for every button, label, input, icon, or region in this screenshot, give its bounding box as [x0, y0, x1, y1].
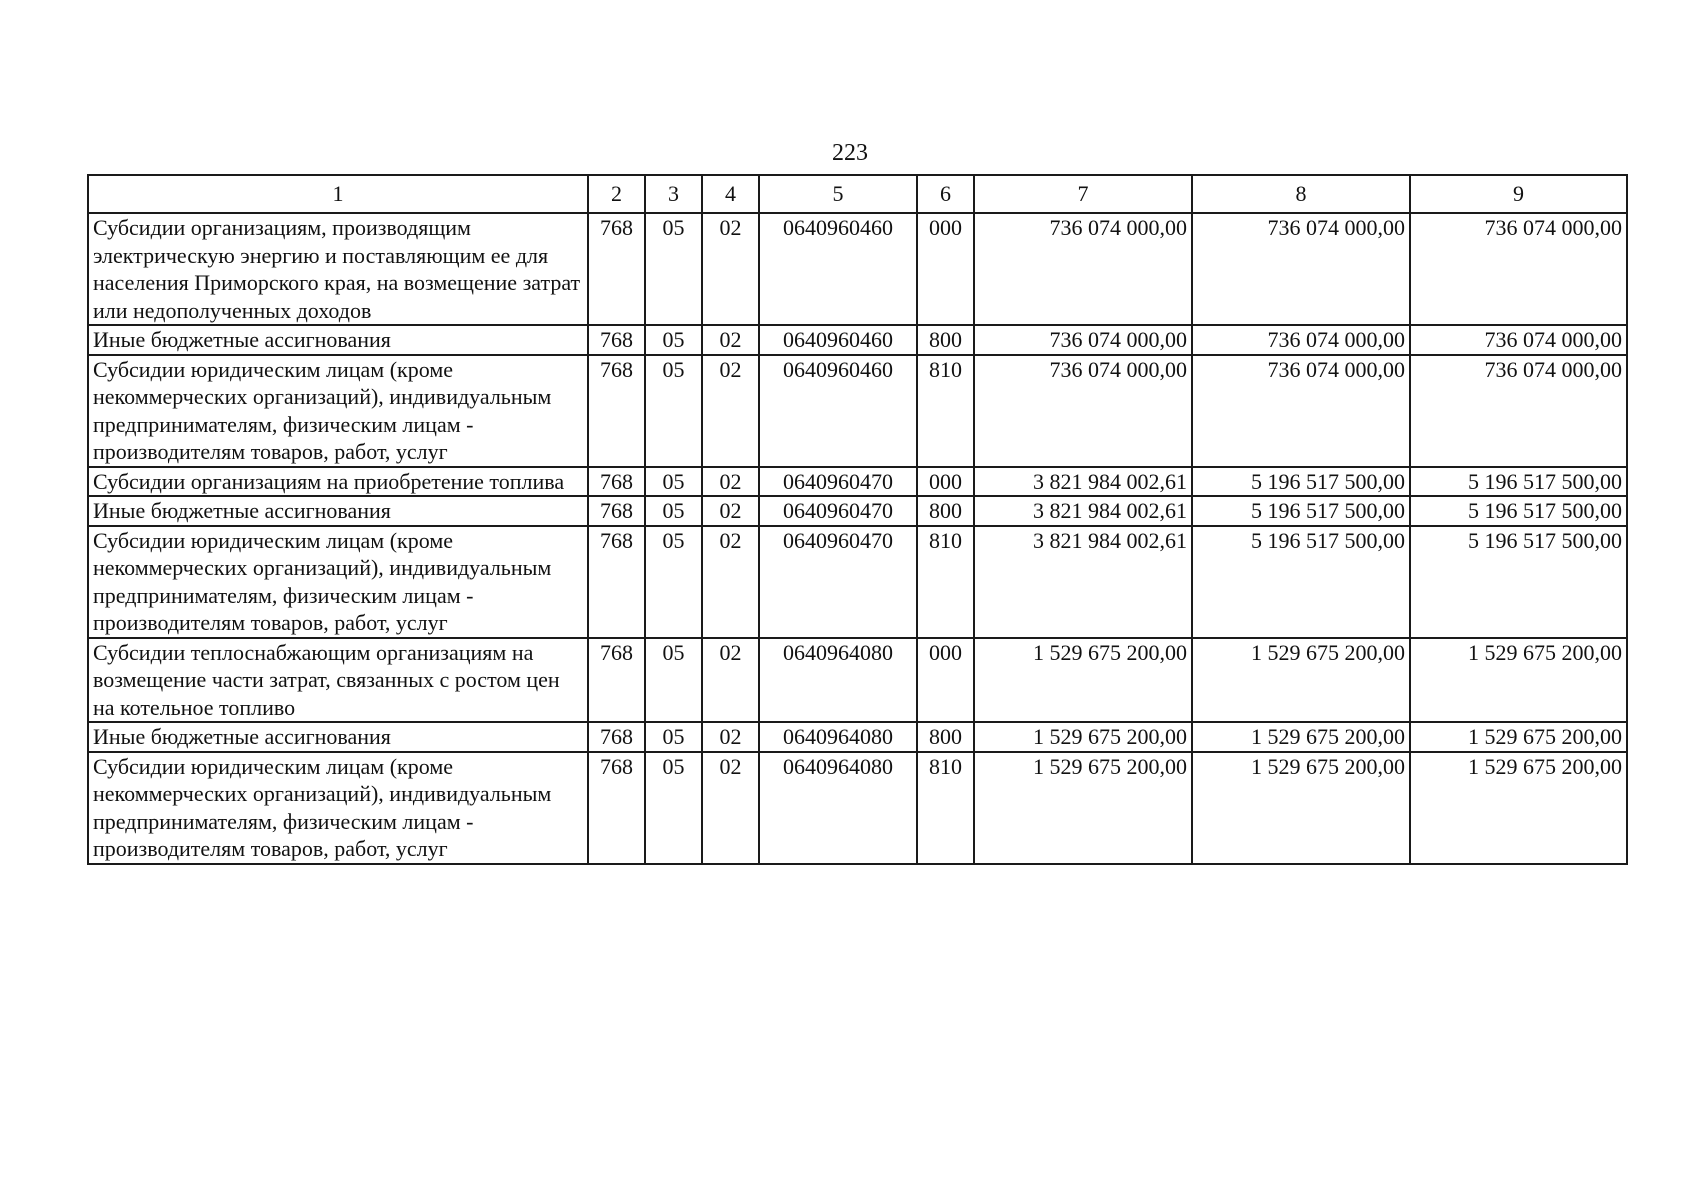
- row-name: Иные бюджетные ассигнования: [88, 722, 588, 752]
- code-3: 05: [645, 638, 702, 723]
- column-header-4: 4: [702, 175, 759, 213]
- code-3: 05: [645, 526, 702, 638]
- amount-7: 736 074 000,00: [974, 325, 1192, 355]
- code-5: 0640964080: [759, 638, 917, 723]
- code-6: 000: [917, 467, 974, 497]
- table-row: [88, 496, 1627, 526]
- code-6: 810: [917, 355, 974, 467]
- code-5: 0640960470: [759, 526, 917, 638]
- code-4: 02: [702, 496, 759, 526]
- amount-8: 5 196 517 500,00: [1192, 496, 1410, 526]
- column-header-2: 2: [588, 175, 645, 213]
- table-row: [88, 526, 1627, 638]
- row-name: Субсидии юридическим лицам (кроме некоммерческих организаций), индивидуальным предпринимателям, физическим лицам - производителям товаров, работ, услуг: [88, 526, 588, 638]
- code-2: 768: [588, 496, 645, 526]
- header-row: [88, 175, 1627, 213]
- code-4: 02: [702, 722, 759, 752]
- amount-8: 5 196 517 500,00: [1192, 467, 1410, 497]
- code-4: 02: [702, 325, 759, 355]
- amount-9: 5 196 517 500,00: [1410, 496, 1627, 526]
- table-row: [88, 722, 1627, 752]
- code-3: 05: [645, 213, 702, 325]
- amount-8: 736 074 000,00: [1192, 355, 1410, 467]
- amount-7: 736 074 000,00: [974, 355, 1192, 467]
- code-4: 02: [702, 213, 759, 325]
- code-3: 05: [645, 752, 702, 864]
- row-name: Субсидии юридическим лицам (кроме некоммерческих организаций), индивидуальным предпринимателям, физическим лицам - производителям товаров, работ, услуг: [88, 752, 588, 864]
- code-2: 768: [588, 467, 645, 497]
- code-2: 768: [588, 355, 645, 467]
- amount-7: 1 529 675 200,00: [974, 722, 1192, 752]
- code-2: 768: [588, 638, 645, 723]
- code-2: 768: [588, 722, 645, 752]
- row-name: Субсидии юридическим лицам (кроме некоммерческих организаций), индивидуальным предпринимателям, физическим лицам - производителям товаров, работ, услуг: [88, 355, 588, 467]
- row-name: Субсидии организациям на приобретение топлива: [88, 467, 588, 497]
- column-header-7: 7: [974, 175, 1192, 213]
- amount-8: 5 196 517 500,00: [1192, 526, 1410, 638]
- column-header-9: 9: [1410, 175, 1627, 213]
- code-4: 02: [702, 526, 759, 638]
- code-3: 05: [645, 722, 702, 752]
- table-row: [88, 325, 1627, 355]
- amount-7: 1 529 675 200,00: [974, 752, 1192, 864]
- column-header-6: 6: [917, 175, 974, 213]
- amount-7: 3 821 984 002,61: [974, 467, 1192, 497]
- row-name: Субсидии организациям, производящим электрическую энергию и поставляющим ее для населения Приморского края, на возмещение затрат или недополученных доходов: [88, 213, 588, 325]
- code-2: 768: [588, 526, 645, 638]
- amount-9: 736 074 000,00: [1410, 355, 1627, 467]
- amount-8: 1 529 675 200,00: [1192, 638, 1410, 723]
- amount-8: 1 529 675 200,00: [1192, 752, 1410, 864]
- page-number: 223: [832, 140, 868, 166]
- code-5: 0640960470: [759, 467, 917, 497]
- code-6: 000: [917, 213, 974, 325]
- amount-8: 736 074 000,00: [1192, 325, 1410, 355]
- row-name: Иные бюджетные ассигнования: [88, 325, 588, 355]
- amount-7: 736 074 000,00: [974, 213, 1192, 325]
- table-row: [88, 638, 1627, 723]
- budget-table: [87, 174, 1628, 865]
- amount-9: 1 529 675 200,00: [1410, 722, 1627, 752]
- code-5: 0640960460: [759, 213, 917, 325]
- amount-7: 3 821 984 002,61: [974, 496, 1192, 526]
- amount-9: 5 196 517 500,00: [1410, 526, 1627, 638]
- amount-9: 1 529 675 200,00: [1410, 638, 1627, 723]
- code-5: 0640964080: [759, 752, 917, 864]
- code-3: 05: [645, 355, 702, 467]
- code-5: 0640960470: [759, 496, 917, 526]
- amount-9: 5 196 517 500,00: [1410, 467, 1627, 497]
- code-6: 000: [917, 638, 974, 723]
- amount-8: 736 074 000,00: [1192, 213, 1410, 325]
- code-5: 0640960460: [759, 355, 917, 467]
- column-header-8: 8: [1192, 175, 1410, 213]
- table-row: [88, 467, 1627, 497]
- code-3: 05: [645, 467, 702, 497]
- code-6: 800: [917, 325, 974, 355]
- amount-9: 736 074 000,00: [1410, 325, 1627, 355]
- row-name: Иные бюджетные ассигнования: [88, 496, 588, 526]
- code-4: 02: [702, 752, 759, 864]
- code-2: 768: [588, 213, 645, 325]
- table-row: [88, 355, 1627, 467]
- code-6: 810: [917, 752, 974, 864]
- code-4: 02: [702, 638, 759, 723]
- table-row: [88, 752, 1627, 864]
- column-header-1: 1: [88, 175, 588, 213]
- code-6: 800: [917, 496, 974, 526]
- amount-9: 736 074 000,00: [1410, 213, 1627, 325]
- column-header-3: 3: [645, 175, 702, 213]
- code-6: 800: [917, 722, 974, 752]
- column-header-5: 5: [759, 175, 917, 213]
- amount-8: 1 529 675 200,00: [1192, 722, 1410, 752]
- amount-7: 1 529 675 200,00: [974, 638, 1192, 723]
- amount-7: 3 821 984 002,61: [974, 526, 1192, 638]
- code-5: 0640964080: [759, 722, 917, 752]
- table-row: [88, 213, 1627, 325]
- code-6: 810: [917, 526, 974, 638]
- code-2: 768: [588, 752, 645, 864]
- code-2: 768: [588, 325, 645, 355]
- amount-9: 1 529 675 200,00: [1410, 752, 1627, 864]
- code-3: 05: [645, 496, 702, 526]
- row-name: Субсидии теплоснабжающим организациям на возмещение части затрат, связанных с ростом цен на котельное топливо: [88, 638, 588, 723]
- code-4: 02: [702, 467, 759, 497]
- code-4: 02: [702, 355, 759, 467]
- code-5: 0640960460: [759, 325, 917, 355]
- code-3: 05: [645, 325, 702, 355]
